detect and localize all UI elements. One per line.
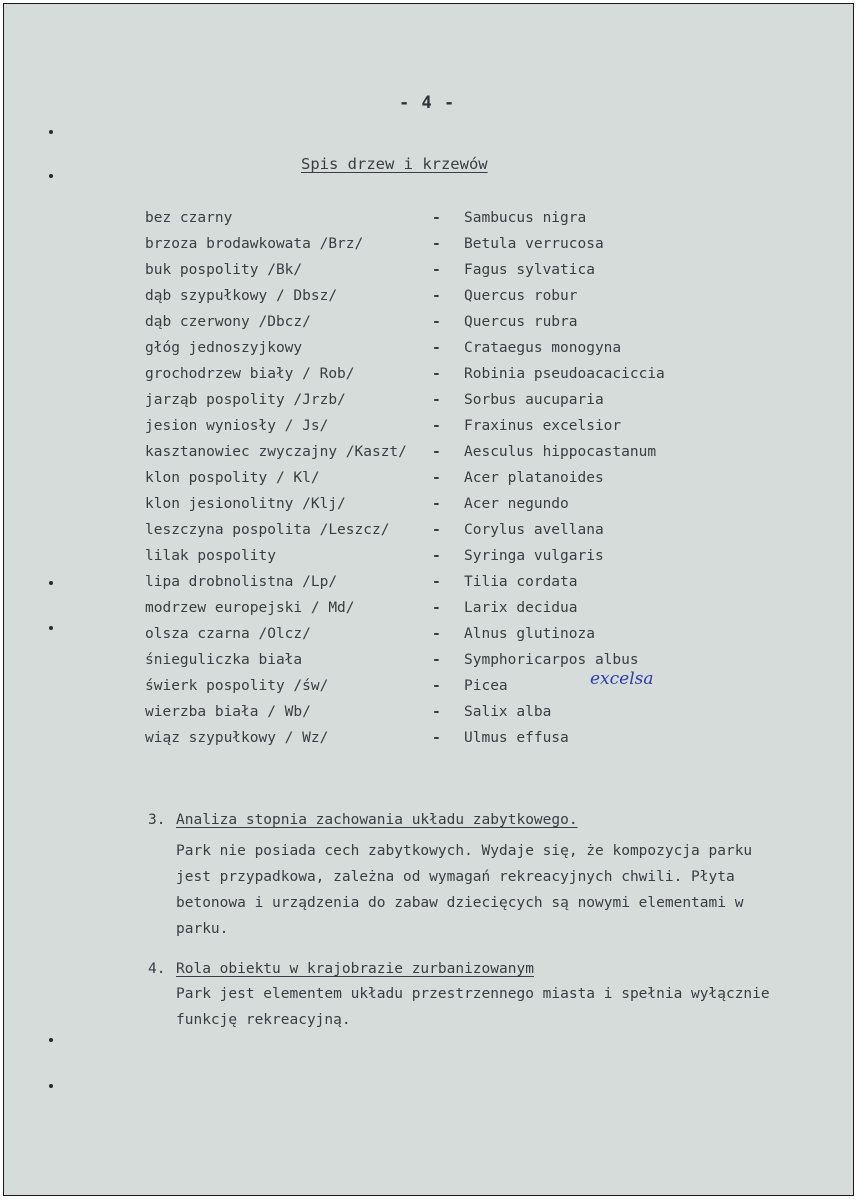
section-number: 3. xyxy=(148,812,166,828)
polish-name: olsza czarna /Olcz/ xyxy=(145,626,311,642)
species-row xyxy=(145,647,765,673)
species-row xyxy=(145,335,765,361)
species-row xyxy=(145,283,765,309)
latin-name: Robinia pseudoacaciccia xyxy=(464,366,665,382)
document-page xyxy=(3,3,854,1196)
species-row xyxy=(145,673,765,699)
polish-name: wierzba biała / Wb/ xyxy=(145,704,311,720)
section-title: Analiza stopnia zachowania układu zabytkowego. xyxy=(176,812,578,828)
species-row xyxy=(145,725,765,751)
species-row xyxy=(145,569,765,595)
latin-name: Fagus sylvatica xyxy=(464,262,595,278)
species-row xyxy=(145,231,765,257)
species-row xyxy=(145,387,765,413)
separator-dash: - xyxy=(432,470,441,486)
margin-mark xyxy=(49,174,53,178)
section-body: Park nie posiada cech zabytkowych. Wydaje się, że kompozycja parku jest przypadkowa, zależna od wymagań rekreacyjnych chwili. Płyta betonowa i urządzenia do zabaw dziecięcych są nowymi elementami w parku. xyxy=(176,843,753,937)
latin-name: Acer negundo xyxy=(464,496,569,512)
species-row xyxy=(145,465,765,491)
separator-dash: - xyxy=(432,704,441,720)
section-4 xyxy=(148,961,798,1033)
separator-dash: - xyxy=(432,366,441,382)
document-title: Spis drzew i krzewów xyxy=(301,155,488,173)
species-row xyxy=(145,543,765,569)
latin-name: Tilia cordata xyxy=(464,574,578,590)
polish-name: leszczyna pospolita /Leszcz/ xyxy=(145,522,390,538)
latin-name: Ulmus effusa xyxy=(464,730,569,746)
separator-dash: - xyxy=(432,288,441,304)
separator-dash: - xyxy=(432,522,441,538)
species-row xyxy=(145,361,765,387)
section-number: 4. xyxy=(148,961,166,977)
margin-mark xyxy=(49,626,53,630)
species-row xyxy=(145,309,765,335)
polish-name: głóg jednoszyjkowy xyxy=(145,340,303,356)
latin-name: Sorbus aucuparia xyxy=(464,392,604,408)
separator-dash: - xyxy=(432,392,441,408)
page-number: - 4 - xyxy=(399,93,456,113)
polish-name: śnieguliczka biała xyxy=(145,652,303,668)
separator-dash: - xyxy=(432,418,441,434)
polish-name: kasztanowiec zwyczajny /Kaszt/ xyxy=(145,444,407,460)
latin-name: Quercus rubra xyxy=(464,314,578,330)
margin-mark xyxy=(49,1038,53,1042)
polish-name: grochodrzew biały / Rob/ xyxy=(145,366,355,382)
polish-name: modrzew europejski / Md/ xyxy=(145,600,355,616)
separator-dash: - xyxy=(432,600,441,616)
handwritten-correction: excelsa xyxy=(590,669,654,689)
species-row xyxy=(145,439,765,465)
separator-dash: - xyxy=(432,210,441,226)
polish-name: buk pospolity /Bk/ xyxy=(145,262,303,278)
separator-dash: - xyxy=(432,678,441,694)
separator-dash: - xyxy=(432,626,441,642)
latin-name: Symphoricarpos albus xyxy=(464,652,639,668)
latin-name: Sambucus nigra xyxy=(464,210,587,226)
species-row xyxy=(145,621,765,647)
species-row xyxy=(145,699,765,725)
section-title: Rola obiektu w krajobrazie zurbanizowanym xyxy=(176,961,534,977)
polish-name: jarząb pospolity /Jrzb/ xyxy=(145,392,346,408)
latin-name: Quercus robur xyxy=(464,288,578,304)
separator-dash: - xyxy=(432,548,441,564)
polish-name: klon pospolity / Kl/ xyxy=(145,470,320,486)
polish-name: lipa drobnolistna /Lp/ xyxy=(145,574,338,590)
polish-name: świerk pospolity /św/ xyxy=(145,678,329,694)
species-row xyxy=(145,491,765,517)
polish-name: dąb czerwony /Dbcz/ xyxy=(145,314,311,330)
polish-name: klon jesionolitny /Klj/ xyxy=(145,496,346,512)
species-row xyxy=(145,517,765,543)
latin-name: Acer platanoides xyxy=(464,470,604,486)
separator-dash: - xyxy=(432,236,441,252)
section-3 xyxy=(148,812,798,942)
latin-name: Betula verrucosa xyxy=(464,236,604,252)
latin-name: Aesculus hippocastanum xyxy=(464,444,657,460)
section-heading xyxy=(148,812,798,828)
separator-dash: - xyxy=(432,262,441,278)
polish-name: lilak pospolity xyxy=(145,548,276,564)
polish-name: wiąz szypułkowy / Wz/ xyxy=(145,730,329,746)
latin-name: Crataegus monogyna xyxy=(464,340,622,356)
separator-dash: - xyxy=(432,652,441,668)
margin-mark xyxy=(49,1084,53,1088)
margin-mark xyxy=(49,130,53,134)
species-list xyxy=(145,205,765,751)
section-body: Park jest elementem układu przestrzennego miasta i spełnia wyłącznie funkcję rekreacyjną. xyxy=(176,986,770,1028)
separator-dash: - xyxy=(432,444,441,460)
species-row xyxy=(145,413,765,439)
separator-dash: - xyxy=(432,496,441,512)
separator-dash: - xyxy=(432,730,441,746)
species-row xyxy=(145,257,765,283)
polish-name: jesion wyniosły / Js/ xyxy=(145,418,329,434)
latin-name: Alnus glutinoza xyxy=(464,626,595,642)
section-heading xyxy=(148,961,798,977)
species-row xyxy=(145,205,765,231)
polish-name: bez czarny xyxy=(145,210,233,226)
latin-name: Picea xyxy=(464,678,508,694)
separator-dash: - xyxy=(432,340,441,356)
separator-dash: - xyxy=(432,574,441,590)
latin-name: Syringa vulgaris xyxy=(464,548,604,564)
latin-name: Corylus avellana xyxy=(464,522,604,538)
species-row xyxy=(145,595,765,621)
margin-mark xyxy=(49,581,53,585)
latin-name: Fraxinus excelsior xyxy=(464,418,622,434)
polish-name: dąb szypułkowy / Dbsz/ xyxy=(145,288,338,304)
latin-name: Salix alba xyxy=(464,704,552,720)
latin-name: Larix decidua xyxy=(464,600,578,616)
polish-name: brzoza brodawkowata /Brz/ xyxy=(145,236,364,252)
separator-dash: - xyxy=(432,314,441,330)
